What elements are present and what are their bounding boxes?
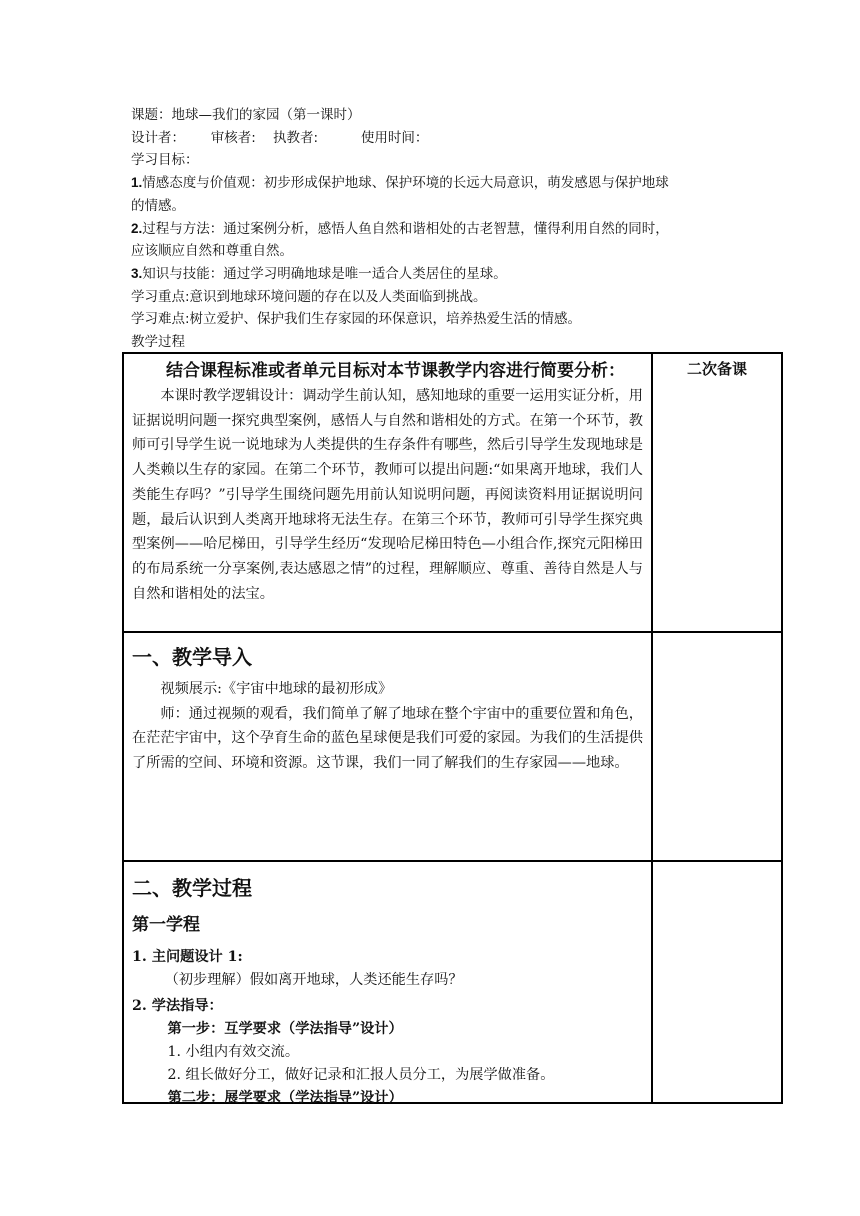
objective-3 — [131, 263, 751, 286]
objective-2-text: 过程与方法：通过案例分析，感悟人鱼自然和谐相处的古老智慧，懂得利用自然的同时， — [142, 220, 669, 237]
intro-teacher: 师：通过视频的观看，我们简单了解了地球在整个宇宙中的重要位置和角色，在茫茫宇宙中，这个孕育生命的蓝色星球便是我们可爱的家园。为我们的生活提供了所需的空间、环境和资源。这节课，我们一同了解我们的生存家园——地球。 — [132, 705, 643, 772]
step-1-item-1: 1. 小组内有效交流。 — [167, 1044, 300, 1060]
step-1-title: 第一步：互学要求（学法指导”设计） — [167, 1021, 403, 1037]
intro-title: 一、教学导入 — [132, 645, 252, 669]
lesson-title: 课题：地球—我们的家园（第一课时） — [131, 107, 361, 123]
analysis-body: 本课时教学逻辑设计：调动学生前认知，感知地球的重要一运用实证分析，用证据说明问题一探究典型案例，感悟人与自然和谐相处的方式。在第一个环节，教师可引导学生说一说地球为人类提供的生存条件有哪些，然后引导学生发现地球是人类赖以生存的家园。在第二个环节，教师可以提出问题:“如果离开地球，我们人类能生存吗？”引导学生围绕问题先用前认知说明问题，再阅读资料用证据说明问题，最后认识到人类离开地球将无法生存。在第三个环节，教师可引导学生探究典型案例——哈尼梯田，引导学生经历“发现哈尼梯田特色—小组合作,探究元阳梯田的布局系统一分享案例,表达感恩之情”的过程，理解顺应、尊重、善待自然是人与自然和谐相处的法宝。 — [132, 388, 643, 602]
table-row-analysis — [123, 353, 782, 632]
intro-video: 视频展示:《宇宙中地球的最初形成》 — [160, 681, 393, 697]
table-row-process — [123, 861, 782, 1103]
analysis-cell — [123, 353, 652, 632]
main-question-title: 1. 主问题设计 1: — [132, 949, 243, 965]
objective-1-text: 情感态度与价值观：初步形成保护地球、保护环境的长远大局意识，萌发感恩与保护地球 — [142, 175, 669, 192]
second-prep-header: 二次备课 — [686, 360, 747, 378]
process-cell — [123, 861, 652, 1106]
process-label: 教学过程 — [131, 334, 185, 351]
stage-1-title: 第一学程 — [132, 915, 200, 935]
lesson-meta: 设计者： 审核者: 执教者: 使用时间： — [131, 129, 429, 146]
lesson-table — [122, 352, 783, 1104]
difficulty: 学习难点:树立爱护、保护我们生存家园的环保意识，培养热爱生活的情感。 — [131, 311, 582, 328]
method-title: 2. 学法指导： — [132, 998, 223, 1014]
main-question-text: （初步理解）假如离开地球，人类还能生存吗？ — [164, 972, 463, 988]
analysis-title: 结合课程标准或者单元目标对本节课教学内容进行简要分析： — [166, 361, 625, 381]
objective-3-number: 3. — [131, 265, 143, 281]
table-row-intro — [123, 632, 782, 861]
process-notes-cell — [652, 861, 782, 1103]
intro-cell — [123, 632, 652, 861]
key-point: 学习重点:意识到地球环境问题的存在以及人类面临到挑战。 — [131, 288, 487, 305]
objectives-label: 学习目标： — [131, 152, 199, 169]
objective-2-number: 2. — [131, 220, 143, 236]
objective-1-number: 1. — [131, 175, 143, 191]
objective-2 — [131, 218, 751, 241]
step-2-title: 第二步：展学要求（学法指导”设计） — [167, 1090, 403, 1106]
process-title: 二、教学过程 — [132, 876, 252, 900]
step-1-item-2: 2. 组长做好分工，做好记录和汇报人员分工，为展学做准备。 — [167, 1067, 555, 1083]
second-prep-cell — [652, 353, 782, 632]
lesson-header — [131, 104, 751, 354]
intro-notes-cell — [652, 632, 782, 861]
objective-2-cont: 应该顺应自然和尊重自然。 — [131, 243, 293, 260]
objective-1 — [131, 172, 751, 195]
objective-1-cont: 的情感。 — [131, 197, 185, 214]
objective-3-text: 知识与技能：通过学习明确地球是唯一适合人类居住的星球。 — [142, 265, 507, 282]
